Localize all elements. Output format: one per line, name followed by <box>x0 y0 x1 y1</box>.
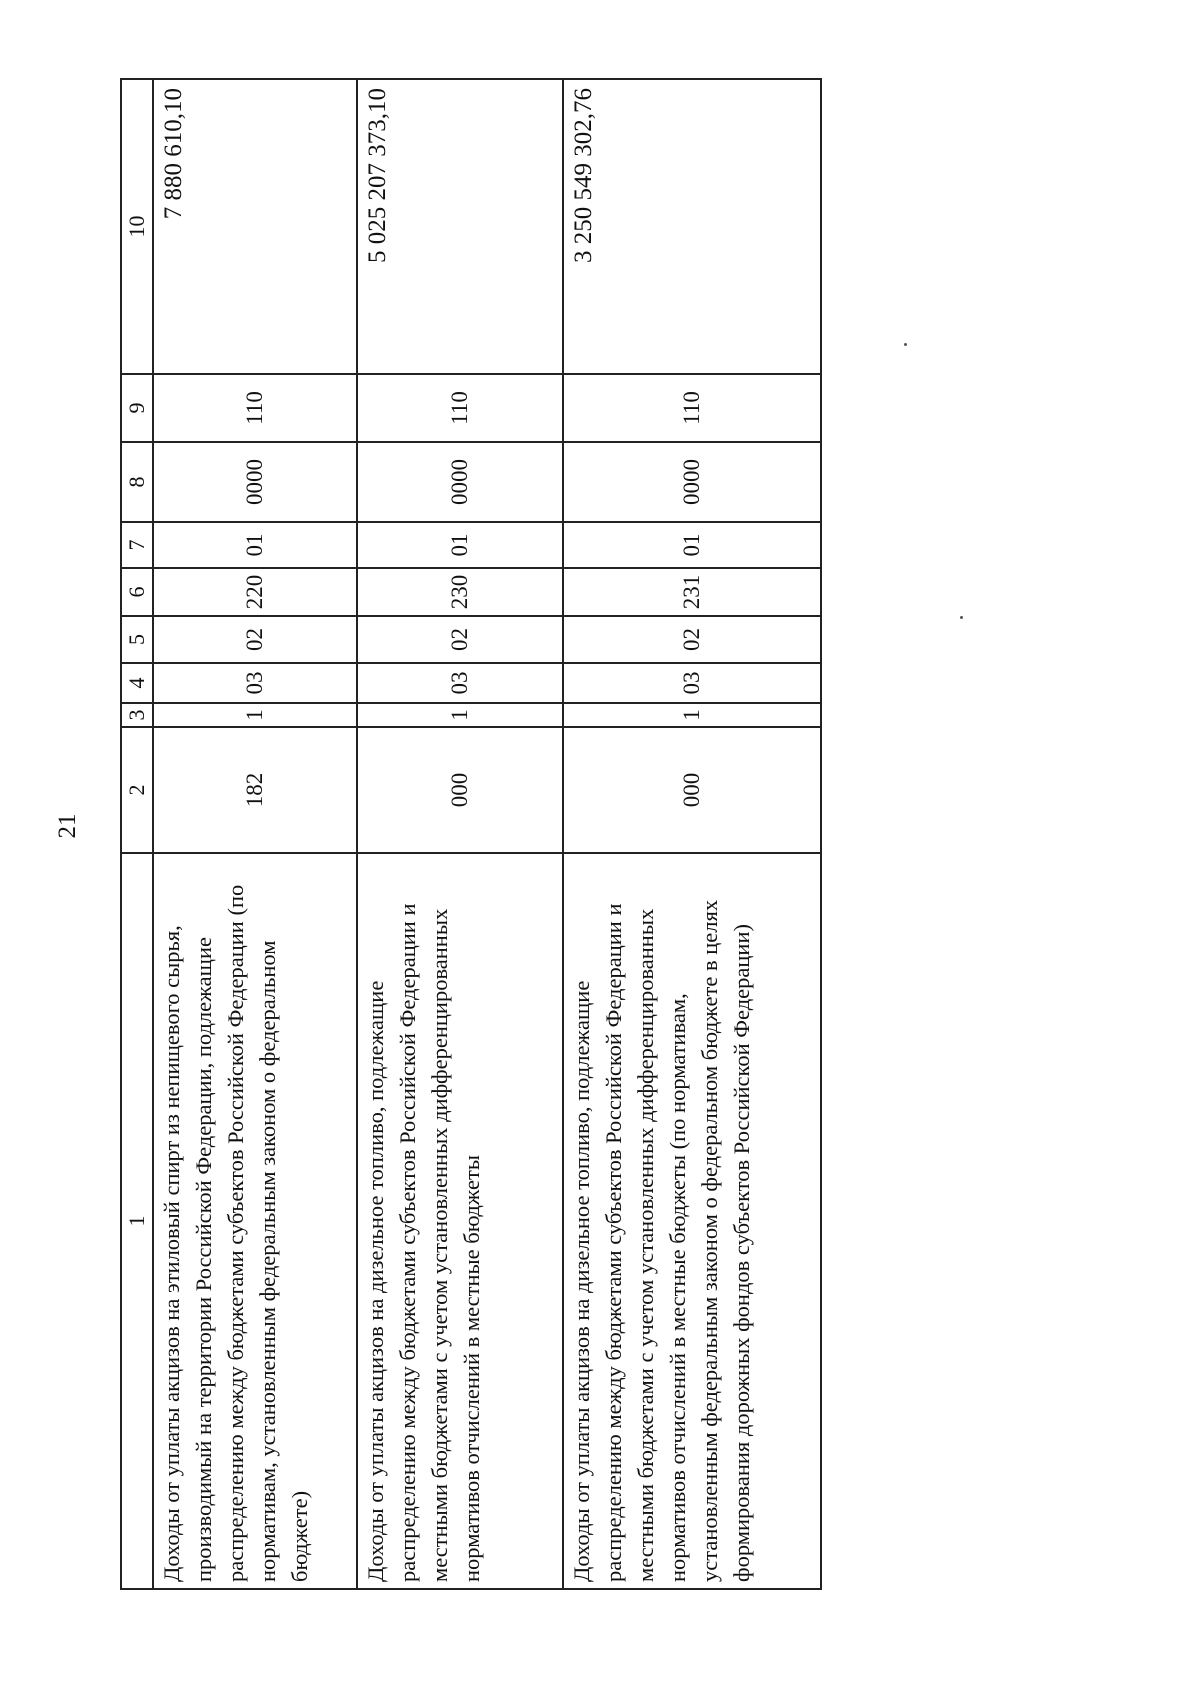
column-header-8: 8 <box>121 442 153 522</box>
column-header-9: 9 <box>121 374 153 442</box>
amount-value: 3 250 549 302,76 <box>563 79 821 374</box>
code-subarticle: 231 <box>563 568 821 616</box>
row-description: Доходы от уплаты акцизов на дизельное топливо, подлежащие распределению между бюджетами субъектов Российской Федерации и местными бюджетами с учетом установленных дифференцированных нормативов отчислений в местные бюджеты (по нормативам, установленным федеральным законом о федеральном бюджете в целях формирования дорожных фондов субъектов Российской Федерации) <box>563 853 821 1589</box>
column-header-1: 1 <box>121 853 153 1589</box>
code-classification: 110 <box>563 374 821 442</box>
code-article: 02 <box>357 616 563 663</box>
column-header-4: 4 <box>121 663 153 703</box>
code-subarticle: 230 <box>357 568 563 616</box>
table-row <box>563 79 821 1589</box>
code-admin: 182 <box>153 727 357 853</box>
table-row <box>153 79 357 1589</box>
row-description: Доходы от уплаты акцизов на дизельное топливо, подлежащие распределению между бюджетами субъектов Российской Федерации и местными бюджетами с учетом установленных дифференцированных нормативов отчислений в местные бюджеты <box>357 853 563 1589</box>
row-description: Доходы от уплаты акцизов на этиловый спирт из непищевого сырья, производимый на территории Российской Федерации, подлежащие распределению между бюджетами субъектов Российской Федерации (по нормативам, установленным федеральным законом о федеральном бюджете) <box>153 853 357 1589</box>
column-header-3: 3 <box>121 703 153 727</box>
code-subgroup: 03 <box>357 663 563 703</box>
column-header-2: 2 <box>121 727 153 853</box>
code-subgroup: 03 <box>563 663 821 703</box>
page-number: 21 <box>54 813 81 839</box>
column-number-row <box>121 79 153 1589</box>
budget-table <box>120 78 822 1590</box>
code-group: 1 <box>153 703 357 727</box>
column-header-6: 6 <box>121 568 153 616</box>
scan-speck <box>960 616 963 619</box>
code-group: 1 <box>357 703 563 727</box>
code-group: 1 <box>563 703 821 727</box>
code-admin: 000 <box>357 727 563 853</box>
code-element: 01 <box>153 522 357 568</box>
amount-value: 7 880 610,10 <box>153 79 357 374</box>
code-element: 01 <box>563 522 821 568</box>
amount-value: 5 025 207 373,10 <box>357 79 563 374</box>
column-header-7: 7 <box>121 522 153 568</box>
code-classification: 110 <box>357 374 563 442</box>
table-row <box>357 79 563 1589</box>
code-program: 0000 <box>563 442 821 522</box>
table-rotation-wrapper <box>120 80 820 1590</box>
column-header-10: 10 <box>121 79 153 374</box>
code-admin: 000 <box>563 727 821 853</box>
column-header-5: 5 <box>121 616 153 663</box>
code-classification: 110 <box>153 374 357 442</box>
code-article: 02 <box>563 616 821 663</box>
code-program: 0000 <box>153 442 357 522</box>
code-element: 01 <box>357 522 563 568</box>
code-subgroup: 03 <box>153 663 357 703</box>
code-program: 0000 <box>357 442 563 522</box>
code-subarticle: 220 <box>153 568 357 616</box>
code-article: 02 <box>153 616 357 663</box>
scan-speck <box>904 343 907 346</box>
